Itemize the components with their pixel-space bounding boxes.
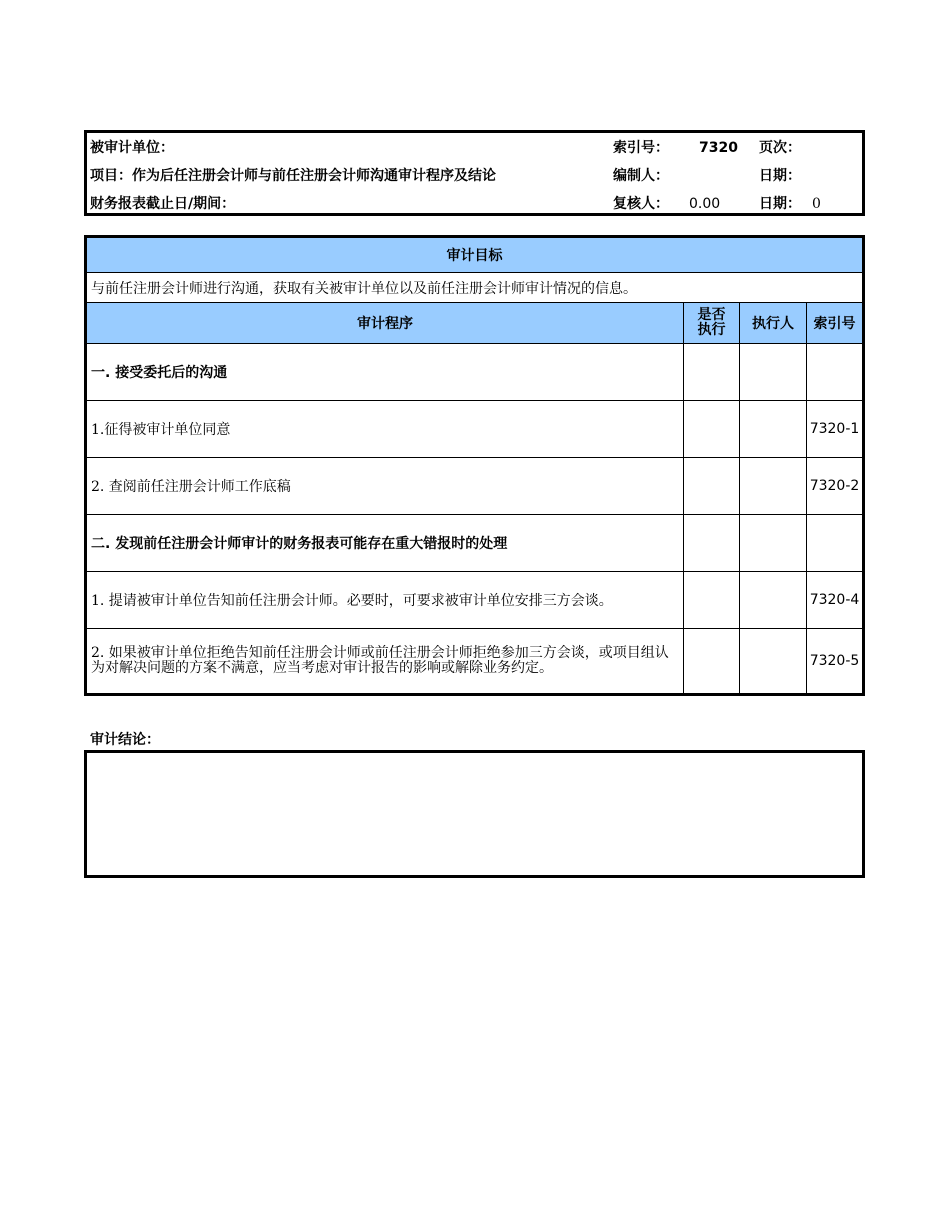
col-procedure: 审计程序 <box>86 303 684 344</box>
index-cell <box>807 344 864 401</box>
executor-cell[interactable] <box>740 515 807 572</box>
executed-cell[interactable] <box>684 572 740 629</box>
executed-cell[interactable] <box>684 344 740 401</box>
conclusion-input-box[interactable] <box>84 750 865 878</box>
executor-cell[interactable] <box>740 344 807 401</box>
index-cell: 7320-5 <box>807 629 864 695</box>
col-index: 索引号 <box>807 303 864 344</box>
section-title: 二. 发现前任注册会计师审计的财务报表可能存在重大错报时的处理 <box>86 515 684 572</box>
header-info-block <box>84 130 865 216</box>
objective-title-row <box>86 237 864 273</box>
audit-procedures-table <box>84 235 865 696</box>
executor-cell[interactable] <box>740 572 807 629</box>
date1-label: 日期： <box>759 168 801 184</box>
index-cell: 7320-4 <box>807 572 864 629</box>
procedure-text: 1. 提请被审计单位告知前任注册会计师。必要时，可要求被审计单位安排三方会谈。 <box>86 572 684 629</box>
objective-text-row <box>86 273 864 303</box>
reviewer-label: 复核人： <box>613 196 669 212</box>
executor-cell[interactable] <box>740 629 807 695</box>
project-label: 项目：作为后任注册会计师与前任注册会计师沟通审计程序及结论 <box>90 168 496 184</box>
executed-cell[interactable] <box>684 458 740 515</box>
table-row <box>86 515 864 572</box>
preparer-label: 编制人： <box>613 168 669 184</box>
index-cell <box>807 515 864 572</box>
table-row <box>86 344 864 401</box>
date2-value: 0 <box>812 196 821 212</box>
table-row <box>86 572 864 629</box>
audited-unit-label: 被审计单位： <box>90 140 174 156</box>
header-row-unit <box>87 134 862 162</box>
table-row <box>86 629 864 695</box>
column-header-row <box>86 303 864 344</box>
table-row <box>86 401 864 458</box>
col-executor: 执行人 <box>740 303 807 344</box>
executor-cell[interactable] <box>740 401 807 458</box>
procedure-text: 1.征得被审计单位同意 <box>86 401 684 458</box>
procedure-text: 2. 查阅前任注册会计师工作底稿 <box>86 458 684 515</box>
index-label: 索引号： <box>613 140 669 156</box>
index-cell: 7320-1 <box>807 401 864 458</box>
executed-cell[interactable] <box>684 629 740 695</box>
conclusion-label: 审计结论： <box>90 732 160 748</box>
executed-cell[interactable] <box>684 515 740 572</box>
header-row-period <box>87 190 862 218</box>
executed-cell[interactable] <box>684 401 740 458</box>
page-label: 页次： <box>759 140 801 156</box>
index-value: 7320 <box>699 140 738 156</box>
objective-title: 审计目标 <box>86 237 864 273</box>
col-executed: 是否 执行 <box>684 303 740 344</box>
header-row-project <box>87 162 862 190</box>
period-label: 财务报表截止日/期间： <box>90 196 236 212</box>
section-title: 一. 接受委托后的沟通 <box>86 344 684 401</box>
reviewer-value: 0.00 <box>689 196 721 212</box>
date2-label: 日期： <box>759 196 801 212</box>
table-row <box>86 458 864 515</box>
procedure-text: 2. 如果被审计单位拒绝告知前任注册会计师或前任注册会计师拒绝参加三方会谈，或项目组认为对解决问题的方案不满意，应当考虑对审计报告的影响或解除业务约定。 <box>86 629 684 695</box>
executor-cell[interactable] <box>740 458 807 515</box>
index-cell: 7320-2 <box>807 458 864 515</box>
objective-text: 与前任注册会计师进行沟通，获取有关被审计单位以及前任注册会计师审计情况的信息。 <box>86 273 864 303</box>
